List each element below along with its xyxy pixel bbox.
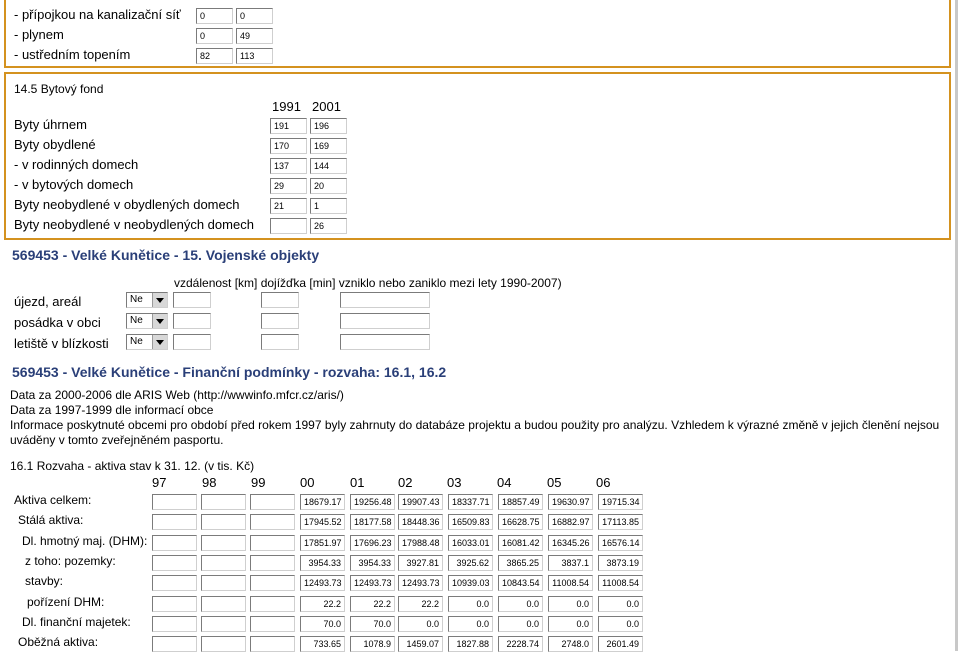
finance-value-field[interactable]: 3954.33 <box>350 555 395 571</box>
finance-value-field[interactable]: 16576.14 <box>598 535 643 551</box>
finance-value-field[interactable] <box>250 555 295 571</box>
finance-year: 03 <box>447 475 462 490</box>
finance-value-field[interactable]: 3954.33 <box>300 555 345 571</box>
connection-1991-field[interactable]: 0 <box>196 28 233 44</box>
finance-value-field[interactable]: 12493.73 <box>398 575 443 591</box>
finance-row-label: Dl. hmotný maj. (DHM): <box>22 533 148 548</box>
finance-value-field[interactable] <box>152 596 197 612</box>
finance-value-field[interactable] <box>152 616 197 632</box>
housing-2001-field[interactable]: 144 <box>310 158 347 174</box>
finance-value-field[interactable]: 0.0 <box>498 616 543 632</box>
finance-year: 01 <box>350 475 365 490</box>
housing-row-label: Byty neobydlené v neobydlených domech <box>14 217 254 232</box>
finance-year: 98 <box>202 475 217 490</box>
commute-field[interactable] <box>261 313 299 329</box>
housing-panel <box>4 72 951 240</box>
change-field[interactable] <box>340 292 430 308</box>
finance-value-field[interactable]: 18177.58 <box>350 514 395 530</box>
finance-value-field[interactable]: 17988.48 <box>398 535 443 551</box>
finance-value-field[interactable] <box>250 535 295 551</box>
housing-title: 14.5 Bytový fond <box>14 82 104 96</box>
connection-2001-field[interactable]: 113 <box>236 48 273 64</box>
finance-value-field[interactable] <box>152 514 197 530</box>
military-select-value: Ne <box>130 294 143 305</box>
finance-value-field[interactable]: 16628.75 <box>498 514 543 530</box>
housing-1991-field[interactable]: 21 <box>270 198 307 214</box>
finance-value-field[interactable]: 70.0 <box>300 616 345 632</box>
finance-row-label: Aktiva celkem: <box>14 493 92 507</box>
finance-year: 99 <box>251 475 266 490</box>
finance-value-field[interactable]: 70.0 <box>350 616 395 632</box>
finance-value-field[interactable]: 19630.97 <box>548 494 593 510</box>
finance-value-field[interactable]: 22.2 <box>398 596 443 612</box>
finance-value-field[interactable]: 17851.97 <box>300 535 345 551</box>
military-heading: 569453 - Velké Kunětice - 15. Vojenské objekty <box>12 247 320 263</box>
finance-value-field[interactable]: 19256.48 <box>350 494 395 510</box>
finance-value-field[interactable] <box>201 596 246 612</box>
connection-2001-field[interactable]: 49 <box>236 28 273 44</box>
military-row-label: letiště v blízkosti <box>14 336 109 351</box>
housing-row-label: - v rodinných domech <box>14 157 139 172</box>
finance-value-field[interactable]: 11008.54 <box>598 575 643 591</box>
connection-1991-field[interactable]: 82 <box>196 48 233 64</box>
finance-value-field[interactable]: 12493.73 <box>300 575 345 591</box>
finance-value-field[interactable]: 0.0 <box>548 596 593 612</box>
finance-year: 06 <box>596 475 611 490</box>
finance-value-field[interactable]: 2601.49 <box>598 636 643 652</box>
housing-year-2001: 2001 <box>312 99 341 114</box>
finance-value-field[interactable] <box>250 494 295 510</box>
housing-2001-field[interactable]: 1 <box>310 198 347 214</box>
housing-2001-field[interactable]: 20 <box>310 178 347 194</box>
finance-table-title: 16.1 Rozvaha - aktiva stav k 31. 12. (v tis. Kč) <box>10 459 255 473</box>
finance-note-aris: Data za 2000-2006 dle ARIS Web (http://wwwinfo.mfcr.cz/aris/) <box>10 388 344 402</box>
finance-value-field[interactable]: 3865.25 <box>498 555 543 571</box>
finance-value-field[interactable]: 17113.85 <box>598 514 643 530</box>
finance-row-label: pořízení DHM: <box>27 594 105 609</box>
finance-value-field[interactable]: 12493.73 <box>350 575 395 591</box>
distance-field[interactable] <box>173 313 211 329</box>
finance-value-field[interactable]: 1078.9 <box>350 636 395 652</box>
military-select-value: Ne <box>130 315 143 326</box>
housing-1991-field[interactable]: 191 <box>270 118 307 134</box>
distance-field[interactable] <box>173 292 211 308</box>
commute-field[interactable] <box>261 334 299 350</box>
housing-row-label: Byty neobydlené v obydlených domech <box>14 197 240 212</box>
finance-value-field[interactable]: 16345.26 <box>548 535 593 551</box>
finance-value-field[interactable] <box>250 636 295 652</box>
chevron-down-icon[interactable] <box>152 314 167 328</box>
finance-value-field[interactable]: 3837.1 <box>548 555 593 571</box>
finance-value-field[interactable]: 16033.01 <box>448 535 493 551</box>
finance-row-label: Stálá aktiva: <box>18 513 84 528</box>
finance-value-field[interactable] <box>201 514 246 530</box>
finance-value-field[interactable] <box>152 535 197 551</box>
finance-value-field[interactable] <box>201 575 246 591</box>
finance-value-field[interactable]: 3925.62 <box>448 555 493 571</box>
finance-value-field[interactable]: 17945.52 <box>300 514 345 530</box>
finance-value-field[interactable]: 19715.34 <box>598 494 643 510</box>
housing-1991-field[interactable] <box>270 218 307 234</box>
finance-value-field[interactable]: 3873.19 <box>598 555 643 571</box>
military-column-header: vzdálenost [km] dojížďka [min] vzniklo nebo zaniklo mezi lety 1990-2007) <box>174 276 562 290</box>
finance-value-field[interactable]: 18679.17 <box>300 494 345 510</box>
military-select-value: Ne <box>130 336 143 347</box>
finance-value-field[interactable]: 18448.36 <box>398 514 443 530</box>
finance-value-field[interactable]: 19907.43 <box>398 494 443 510</box>
housing-row-label: Byty úhrnem <box>14 117 87 132</box>
finance-note-obec: Data za 1997-1999 dle informací obce <box>10 403 214 417</box>
housing-2001-field[interactable]: 26 <box>310 218 347 234</box>
finance-value-field[interactable] <box>250 575 295 591</box>
change-field[interactable] <box>340 334 430 350</box>
chevron-down-icon[interactable] <box>152 293 167 307</box>
commute-field[interactable] <box>261 292 299 308</box>
finance-value-field[interactable]: 16509.83 <box>448 514 493 530</box>
finance-value-field[interactable]: 1827.88 <box>448 636 493 652</box>
finance-value-field[interactable] <box>201 636 246 652</box>
housing-1991-field[interactable]: 29 <box>270 178 307 194</box>
chevron-down-icon[interactable] <box>152 335 167 349</box>
finance-value-field[interactable]: 2748.0 <box>548 636 593 652</box>
finance-value-field[interactable] <box>152 575 197 591</box>
finance-value-field[interactable]: 0.0 <box>598 596 643 612</box>
housing-row-label: Byty obydlené <box>14 137 96 152</box>
housing-year-1991: 1991 <box>272 99 301 114</box>
finance-value-field[interactable]: 0.0 <box>598 616 643 632</box>
finance-value-field[interactable] <box>250 514 295 530</box>
finance-value-field[interactable] <box>201 616 246 632</box>
finance-row-label: stavby: <box>25 574 64 589</box>
finance-value-field[interactable] <box>152 555 197 571</box>
finance-value-field[interactable]: 10843.54 <box>498 575 543 591</box>
connection-1991-field[interactable]: 0 <box>196 8 233 24</box>
housing-row-label: - v bytových domech <box>14 177 134 192</box>
finance-value-field[interactable] <box>201 494 246 510</box>
finance-note-info: Informace poskytnuté obcemi pro období před rokem 1997 byly zahrnuty do databáze projektu a budou použity pro analýzu. Vzhledem k výrazné změně v jejich členění nejsou uváděny v tomto zveřejněném pasportu. <box>10 418 940 447</box>
finance-value-field[interactable]: 16882.97 <box>548 514 593 530</box>
finance-value-field[interactable]: 2228.74 <box>498 636 543 652</box>
finance-value-field[interactable]: 18337.71 <box>448 494 493 510</box>
housing-1991-field[interactable]: 170 <box>270 138 307 154</box>
finance-value-field[interactable]: 18857.49 <box>498 494 543 510</box>
finance-value-field[interactable]: 1459.07 <box>398 636 443 652</box>
housing-1991-field[interactable]: 137 <box>270 158 307 174</box>
finance-year: 02 <box>398 475 413 490</box>
finance-row-label: Oběžná aktiva: <box>18 635 99 650</box>
military-row-label: posádka v obci <box>14 315 101 330</box>
connection-label: - plynem <box>14 27 64 42</box>
finance-value-field[interactable] <box>201 535 246 551</box>
distance-field[interactable] <box>173 334 211 350</box>
military-select[interactable] <box>126 313 168 329</box>
finance-value-field[interactable]: 16081.42 <box>498 535 543 551</box>
finance-value-field[interactable]: 22.2 <box>300 596 345 612</box>
housing-2001-field[interactable]: 169 <box>310 138 347 154</box>
finance-value-field[interactable] <box>152 494 197 510</box>
military-select[interactable] <box>126 334 168 350</box>
finance-value-field[interactable]: 10939.03 <box>448 575 493 591</box>
finance-value-field[interactable]: 0.0 <box>498 596 543 612</box>
finance-year: 97 <box>152 475 167 490</box>
finance-value-field[interactable]: 0.0 <box>448 616 493 632</box>
finance-value-field[interactable] <box>201 555 246 571</box>
change-field[interactable] <box>340 313 430 329</box>
finance-value-field[interactable] <box>250 616 295 632</box>
finance-value-field[interactable]: 11008.54 <box>548 575 593 591</box>
finance-value-field[interactable]: 3927.81 <box>398 555 443 571</box>
finance-value-field[interactable]: 0.0 <box>398 616 443 632</box>
military-select[interactable] <box>126 292 168 308</box>
finance-year: 04 <box>497 475 512 490</box>
housing-2001-field[interactable]: 196 <box>310 118 347 134</box>
finance-value-field[interactable]: 733.65 <box>300 636 345 652</box>
finance-value-field[interactable] <box>250 596 295 612</box>
military-row-label: újezd, areál <box>14 294 82 309</box>
connection-label: - ustředním topením <box>14 47 131 62</box>
finance-heading: 569453 - Velké Kunětice - Finanční podmínky - rozvaha: 16.1, 16.2 <box>12 364 447 380</box>
finance-value-field[interactable]: 17696.23 <box>350 535 395 551</box>
connection-label: - přípojkou na kanalizační síť <box>14 7 181 22</box>
finance-row-label: z toho: pozemky: <box>25 553 116 568</box>
finance-row-label: Dl. finanční majetek: <box>22 614 131 629</box>
finance-value-field[interactable] <box>152 636 197 652</box>
finance-year: 05 <box>547 475 562 490</box>
finance-value-field[interactable]: 0.0 <box>548 616 593 632</box>
connection-2001-field[interactable]: 0 <box>236 8 273 24</box>
finance-year: 00 <box>300 475 315 490</box>
finance-value-field[interactable]: 22.2 <box>350 596 395 612</box>
finance-value-field[interactable]: 0.0 <box>448 596 493 612</box>
